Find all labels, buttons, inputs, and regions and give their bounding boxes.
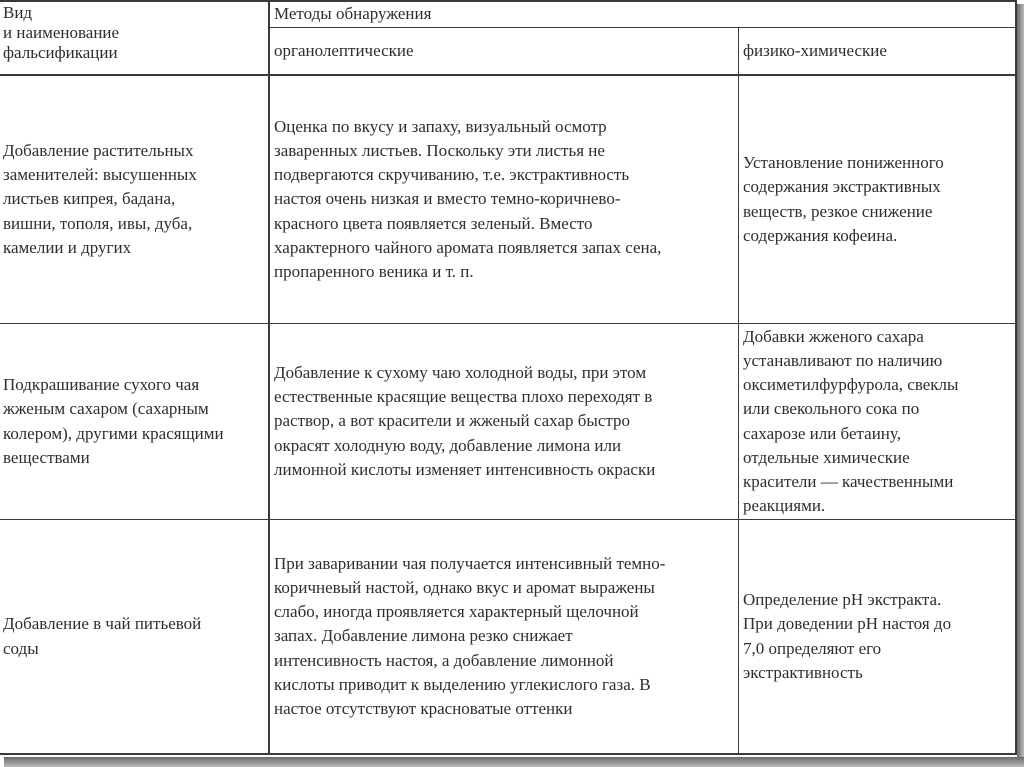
row-3-organo-line: интенсивность настоя, а добавление лимонной (274, 650, 614, 670)
row-1-organo-line: настоя очень низкая и вместо темно-коричнево- (274, 189, 621, 209)
row-1-organo-line: заваренных листьев. Поскольку эти листья не (274, 140, 605, 160)
row-2-physchem-line: красители — качественными (743, 471, 954, 491)
row-1-organoleptic-cell (274, 76, 736, 323)
row-1-organo-line: пропаренного веника и т. п. (274, 262, 474, 281)
row-1-physchem-line: Установление пониженного (743, 153, 944, 173)
row-1-physchem-cell (743, 76, 1013, 323)
row-3-organo-line: запах. Добавление лимона резко снижает (274, 626, 573, 646)
row-3-organo-line: слабо, иногда проявляется характерный щелочной (274, 602, 639, 622)
row-2-physchem-line: или свекольного сока по (743, 399, 920, 419)
row-3-physchem-line: экстрактивность (743, 662, 863, 682)
page-shadow-right (1017, 4, 1024, 767)
row-2-physchem-line: устанавливают по наличию (743, 350, 943, 370)
header-methods-cell (274, 2, 1014, 27)
row-2-type-line: Подкрашивание сухого чая (3, 375, 200, 395)
row-1-type-cell (3, 76, 265, 323)
row-1-organo-line: характерного чайного аромата появляется запах сена, (274, 237, 662, 257)
row-1-organo-line: красного цвета появляется зеленый. Вместо (274, 213, 593, 233)
row-2-physchem-line: отдельные химические (743, 447, 910, 467)
row-2-physchem-cell (743, 324, 1013, 519)
row-2-organo-line: лимонной кислоты изменяет интенсивность окраски (274, 459, 656, 479)
header-physchem-cell (743, 28, 1013, 74)
row-3-type-line: Добавление в чай питьевой (3, 614, 202, 634)
row-3-physchem-line: При доведении рН настоя до (743, 614, 952, 634)
row-1-type-line: камелии и других (3, 237, 132, 257)
page-shadow-bottom (4, 757, 1024, 767)
header-type-line: Вид (3, 3, 33, 22)
row-1-organo-line: подвергаются скручиванию, т.е. экстрактивность (274, 165, 630, 185)
header-physchem-title: физико-химические (743, 40, 887, 60)
header-methods-title: Методы обнаружения (274, 4, 432, 24)
row-1-physchem-line: веществ, резкое снижение (743, 201, 933, 221)
row-1-type-line: заменителей: высушенных (3, 165, 197, 185)
header-type-line: фальсификации (3, 43, 118, 62)
header-organoleptic-title: органолептические (274, 40, 414, 60)
table-border-bottom (0, 753, 1017, 755)
row-1-type-line: вишни, тополя, ивы, дуба, (3, 213, 193, 233)
row-3-organoleptic-cell (274, 520, 736, 753)
row-2-physchem-line: сахарозе или бетаину, (743, 423, 901, 443)
row-2-type-line: колером), другими красящими (3, 423, 224, 443)
row-1-type-line: Добавление растительных (3, 140, 194, 160)
row-3-type-cell (3, 520, 265, 753)
row-3-organo-line: коричневый настой, однако вкус и аромат выражены (274, 577, 655, 597)
row-2-organoleptic-cell (274, 324, 736, 519)
row-3-type-line: соды (3, 638, 39, 658)
row-2-type-cell (3, 324, 265, 519)
column-divider-1 (268, 0, 270, 755)
row-3-organo-line: настое отсутствуют красноватые оттенки (274, 699, 573, 718)
row-3-physchem-line: Определение рН экстракта. (743, 590, 942, 610)
column-divider-2 (738, 27, 739, 755)
row-1-organo-line: Оценка по вкусу и запаху, визуальный осмотр (274, 116, 607, 136)
header-organoleptic-cell (274, 28, 734, 74)
row-1-type-line: листьев кипрея, бадана, (3, 189, 176, 209)
row-2-type-line: жженым сахаром (сахарным (3, 399, 209, 419)
row-3-organo-line: кислоты приводит к выделению углекислого газа. В (274, 674, 651, 694)
row-2-organo-line: окрасят холодную воду, добавление лимона или (274, 435, 622, 455)
row-2-physchem-line: реакциями. (743, 496, 826, 516)
row-2-type-line: веществами (3, 447, 90, 467)
row-3-physchem-cell (743, 520, 1013, 753)
row-2-physchem-line: Добавки жженого сахара (743, 326, 924, 346)
row-3-organo-line: При заваривании чая получается интенсивный темно- (274, 553, 666, 573)
row-2-physchem-line: оксиметилфурфурола, свеклы (743, 375, 959, 395)
row-2-organo-line: естественные красящие вещества плохо переходят в (274, 387, 653, 407)
row-2-organo-line: раствор, а вот красители и жженый сахар быстро (274, 411, 630, 431)
header-type-line: и наименование (3, 23, 120, 42)
row-1-physchem-line: содержания экстрактивных (743, 177, 941, 197)
row-3-physchem-line: 7,0 определяют его (743, 638, 882, 658)
row-2-organo-line: Добавление к сухому чаю холодной воды, при этом (274, 362, 647, 382)
header-type-cell (3, 3, 265, 63)
row-1-physchem-line: содержания кофеина. (743, 225, 898, 245)
